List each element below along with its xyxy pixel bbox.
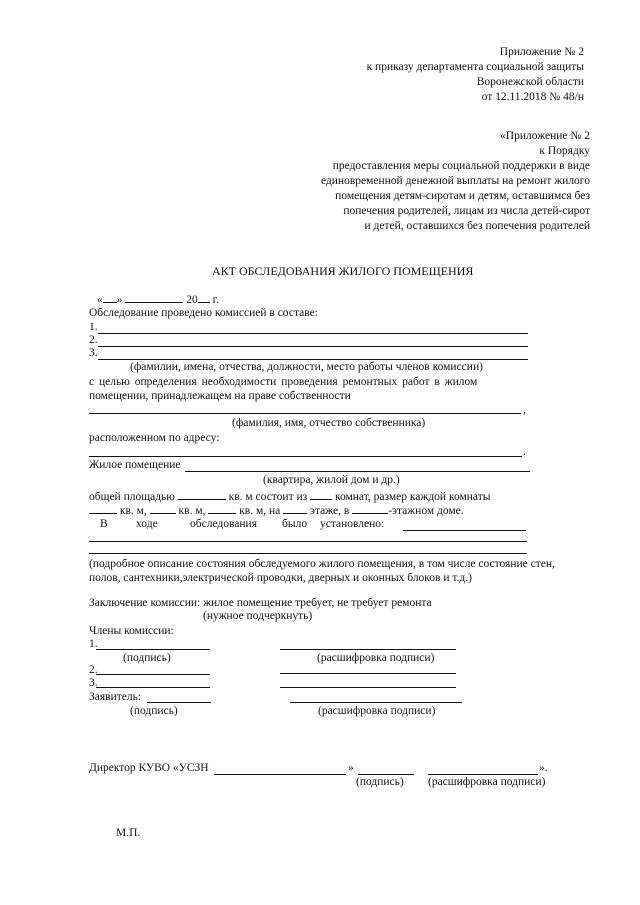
result-word: установлено: [320,518,385,530]
member-2-decoding-field[interactable] [280,673,456,674]
applicant-label: Заявитель: [89,691,142,703]
signature-hint: (подпись) [123,652,171,664]
commission-member-1-field[interactable] [98,333,528,334]
comma: , [523,404,526,416]
area-label: общей площадью [89,491,175,503]
conclusion-line: Заключение комиссии: жилое помещение требует, не требует ремонта [89,597,432,609]
rooms-count-field[interactable] [310,488,332,500]
findings-field[interactable] [89,553,527,554]
description-hint: (подробное описание состояния обследуемого жилого помещения, в том числе состояние стен, [89,558,555,570]
result-word: ходе [136,518,158,530]
member-3-signature-field[interactable] [96,687,210,688]
year-prefix: 20 [186,294,198,306]
appendix-line: к приказу департамента социальной защиты [366,61,584,73]
document-title: АКТ ОБСЛЕДОВАНИЯ ЖИЛОГО ПОМЕЩЕНИЯ [212,264,474,278]
sq-label: кв. м, на [239,505,281,517]
commission-member-2-field[interactable] [98,346,528,347]
decoding-hint: (расшифровка подписи) [428,776,546,788]
decoding-hint: (расшифровка подписи) [317,652,435,664]
sq-label: кв. м, [178,505,206,517]
applicant-decoding-field[interactable] [290,702,462,703]
commission-intro: Обследование проведено комиссией в составе: [89,307,318,319]
owner-name-field[interactable] [89,413,521,414]
address-field[interactable] [89,456,522,457]
appendix-line: и детей, оставшихся без попечения родителей [364,220,590,232]
dot: . [523,446,526,458]
result-word: обследования [190,518,257,530]
appendix-line: от 12.11.2018 № 48/н [481,91,584,103]
result-word: было [282,518,308,530]
member-1-decoding-field[interactable] [280,649,456,650]
commission-number: 1. [89,321,98,333]
signature-hint: (подпись) [356,776,404,788]
floor-field[interactable] [283,502,307,514]
conclusion-hint: (нужное подчеркнуть) [203,610,313,622]
appendix-line: «Приложение № 2 [500,130,590,142]
appendix-line: помещения детям-сиротам и детям, оставшимся без [335,190,590,202]
owner-hint: (фамилия, имя, отчество собственника) [232,417,426,429]
total-area-field[interactable] [178,488,226,500]
appendix-line: единовременной денежной выплаты на ремонт жилого [320,175,590,187]
member-number: 3. [89,677,98,689]
room-3-field[interactable] [208,502,236,514]
premises-label: Жилое помещение [89,459,181,471]
commission-number: 3. [89,347,98,359]
day-field[interactable] [103,291,117,303]
floor-label: этаже, в [310,505,350,517]
sq-label: кв. м, [119,505,147,517]
address-label: расположенном по адресу: [89,432,220,444]
premises-hint: (квартира, жилой дом и др.) [263,474,400,486]
purpose-line: с целью определения необходимости проведения ремонтных работ в жилом [89,376,478,388]
room-1-field[interactable] [89,502,117,514]
floors-label: -этажном доме. [388,505,464,517]
purpose-line: помещении, принадлежащем на праве собственности [89,390,351,402]
signature-hint: (подпись) [130,705,178,717]
date-open-quote: « [97,294,103,306]
room-2-field[interactable] [150,502,176,514]
director-label: Директор КУВО «УСЗН [89,762,209,774]
appendix-line: предоставления меры социальной поддержки в виде [332,160,590,172]
director-name-field[interactable] [214,774,346,775]
floors-field[interactable] [352,502,388,514]
findings-field-inline[interactable] [403,530,526,531]
month-field[interactable] [125,291,183,303]
description-hint: полов, сантехники,электрической проводки, дверных и оконных блоков и т.д.) [89,572,472,584]
date-close-quote: » [116,294,123,306]
members-label: Члены комиссии: [89,625,174,637]
commission-hint: (фамилии, имена, отчества, должности, место работы членов комиссии) [130,361,483,373]
area-label: кв. м состоит из [228,491,308,503]
year-suffix: г. [212,294,219,306]
appendix-line: к Порядку [539,145,590,157]
director-close-quote: » [348,762,354,774]
appendix-line: Воронежской области [476,76,584,88]
decoding-hint: (расшифровка подписи) [318,705,436,717]
area-label: комнат, размер каждой комнаты [334,491,491,503]
director-end: ». [539,762,548,774]
member-2-signature-field[interactable] [96,674,210,675]
commission-number: 2. [89,334,98,346]
appendix-line: попечения родителей, лицам из числа детей-сирот [343,205,590,217]
member-number: 2. [89,664,98,676]
premises-type-field[interactable] [185,471,530,472]
findings-field[interactable] [89,541,527,542]
year-field[interactable] [198,291,210,303]
appendix-line: Приложение № 2 [499,46,584,58]
member-3-decoding-field[interactable] [280,687,456,688]
applicant-signature-field[interactable] [147,702,211,703]
stamp-place: М.П. [116,827,141,839]
member-1-signature-field[interactable] [96,649,210,650]
result-word: В [100,518,108,530]
member-number: 1. [89,638,98,650]
